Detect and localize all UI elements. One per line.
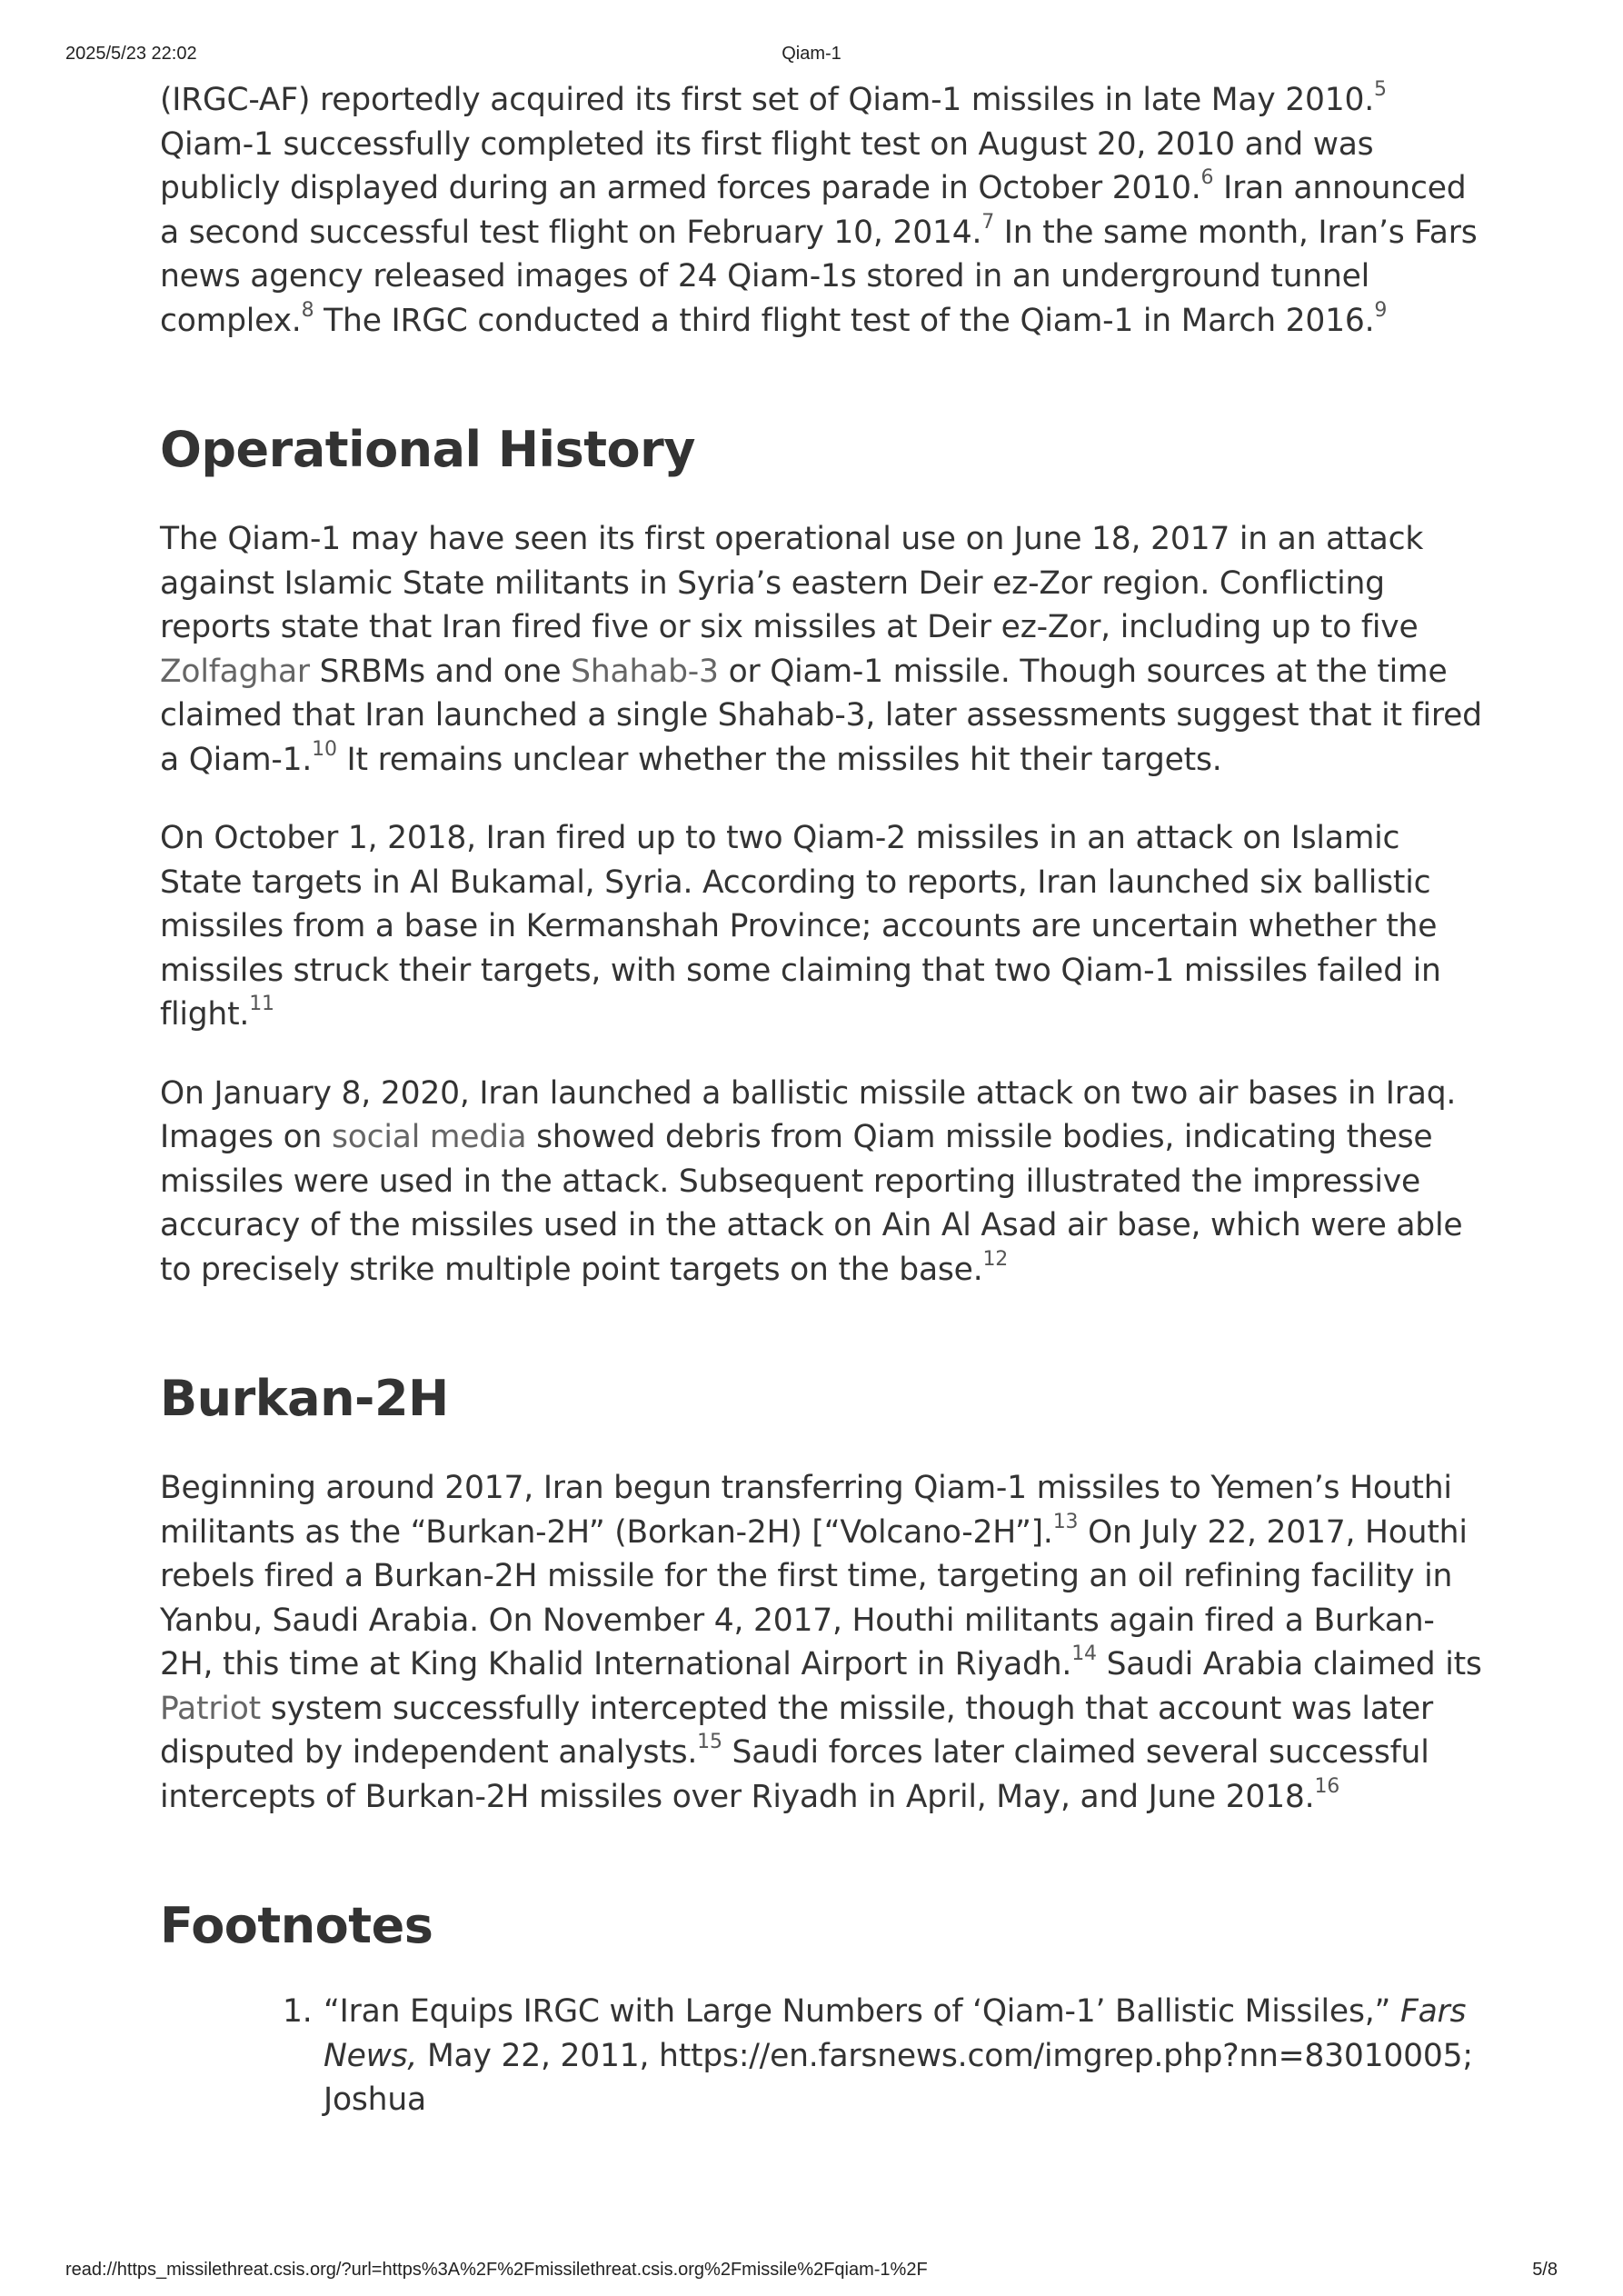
footnote-ref-5[interactable]: 5 [1374,78,1387,101]
heading-operational-history: Operational History [160,421,695,478]
op1-text-1: The Qiam-1 may have seen its first operational use on June 18, 2017 in an attack against Islamic State militants in Syria’s eastern Deir ez-Zor region. Conflicting reports state that Iran fired five or six missiles at Deir ez-Zor, including up to five [160,521,1424,645]
heading-footnotes: Footnotes [160,1897,433,1954]
footnote-item [160,1990,1487,2122]
footnote-ref-9[interactable]: 9 [1374,298,1388,322]
footnote-text-2: May 22, 2011, https://en.farsnews.com/imgrep.php?nn=83010005; Joshua [324,2037,1473,2118]
operational-paragraph-2 [160,816,1487,1037]
footnote-ref-6[interactable]: 6 [1200,166,1214,189]
footnote-ref-14[interactable]: 14 [1071,1642,1097,1665]
footnote-ref-11[interactable]: 11 [249,993,274,1015]
op1-text-2: SRBMs and one [309,653,572,690]
op1-text-3: or Qiam-1 missile. Though sources at the time claimed that Iran launched a single Shahab-3, later assessments suggest that it fired a Qiam-1. [160,653,1482,778]
footnote-source: Fars News, [324,1993,1467,2074]
footnote-ref-12[interactable]: 12 [982,1247,1009,1271]
footnote-ref-7[interactable]: 7 [981,210,995,234]
print-datetime: 2025/5/23 22:02 [65,44,197,64]
link-shahab-3[interactable]: Shahab-3 [571,653,719,690]
op3-text-2: showed debris from Qiam missile bodies, indicating these missiles were used in the attack. Subsequent reporting illustrated the impressive accuracy of the missiles used in the attack on Ain Al Asad air base, which were able to precisely strike multiple point targets on the base. [160,1119,1463,1288]
footnote-ref-15[interactable]: 15 [697,1731,722,1753]
footnote-ref-16[interactable]: 16 [1314,1774,1340,1798]
op1-text-4: It remains unclear whether the missiles hit their targets. [336,741,1222,778]
article-content [160,78,1487,2122]
intro-text-4: In the same month, Iran’s Fars news agency released images of 24 Qiam-1s stored in an underground tunnel complex. [160,214,1478,339]
footnote-ref-10[interactable]: 10 [312,737,337,761]
print-title: Qiam-1 [782,44,841,64]
page-number: 5/8 [1532,2260,1558,2280]
intro-text-2: Qiam-1 successfully completed its first flight test on August 20, 2010 and was publicly displayed during an armed forces parade in October 2010. [160,125,1374,206]
burkan-paragraph [160,1466,1487,1819]
heading-burkan-2h: Burkan-2H [160,1370,449,1427]
bu-text-1: Beginning around 2017, Iran begun transferring Qiam-1 missiles to Yemen’s Houthi militants as the “Burkan-2H” (Borkan-2H) [“Volcano-2H”]. [160,1470,1452,1551]
print-header [0,44,1623,71]
intro-text-3: Iran announced a second successful test flight on February 10, 2014. [160,170,1467,251]
link-social-media[interactable]: social media [331,1119,527,1155]
bu-text-2: On July 22, 2017, Houthi rebels fired a Burkan-2H missile for the first time, targeting an oil refining facility in Yanbu, Saudi Arabia. On November 4, 2017, Houthi militants again fired a Burkan-2H, this time at King Khalid International Airport in Riyadh. [160,1513,1468,1682]
footnote-ref-8[interactable]: 8 [301,298,314,322]
link-patriot[interactable]: Patriot [160,1690,261,1727]
footnotes-list [160,1990,1487,2122]
print-url: read://https_missilethreat.csis.org/?url=https%3A%2F%2Fmissilethreat.csis.org%2Fmissile%2Fqiam-1%2F [65,2260,928,2280]
footnote-number: 1. [283,1993,313,2030]
op2-text-1: On October 1, 2018, Iran fired up to two Qiam-2 missiles in an attack on Islamic State targets in Al Bukamal, Syria. According to reports, Iran launched six ballistic missiles from a base in Kermanshah Province; accounts are uncertain whether the missiles struck their targets, with some claiming that two Qiam-1 missiles failed in flight. [160,820,1441,1033]
intro-text-1: (IRGC-AF) reportedly acquired its first set of Qiam-1 missiles in late May 2010. [160,82,1375,118]
op3-text-1: On January 8, 2020, Iran launched a ballistic missile attack on two air bases in Iraq. Images on [160,1074,1457,1155]
footnote-text-1: “Iran Equips IRGC with Large Numbers of ‘Qiam-1’ Ballistic Missiles,” [324,1993,1400,2030]
operational-paragraph-1 [160,517,1487,782]
intro-text-5: The IRGC conducted a third flight test of the Qiam-1 in March 2016. [314,302,1375,339]
bu-text-3: Saudi Arabia claimed its [1096,1646,1482,1682]
bu-text-5: Saudi forces later claimed several successful intercepts of Burkan-2H missiles over Riyadh in April, May, and June 2018. [160,1734,1429,1815]
intro-paragraph [160,78,1487,343]
operational-paragraph-3 [160,1072,1487,1293]
footnote-ref-13[interactable]: 13 [1052,1510,1079,1533]
link-zolfaghar[interactable]: Zolfaghar [160,653,310,690]
bu-text-4: system successfully intercepted the missile, though that account was later disputed by independent analysts. [160,1690,1434,1771]
